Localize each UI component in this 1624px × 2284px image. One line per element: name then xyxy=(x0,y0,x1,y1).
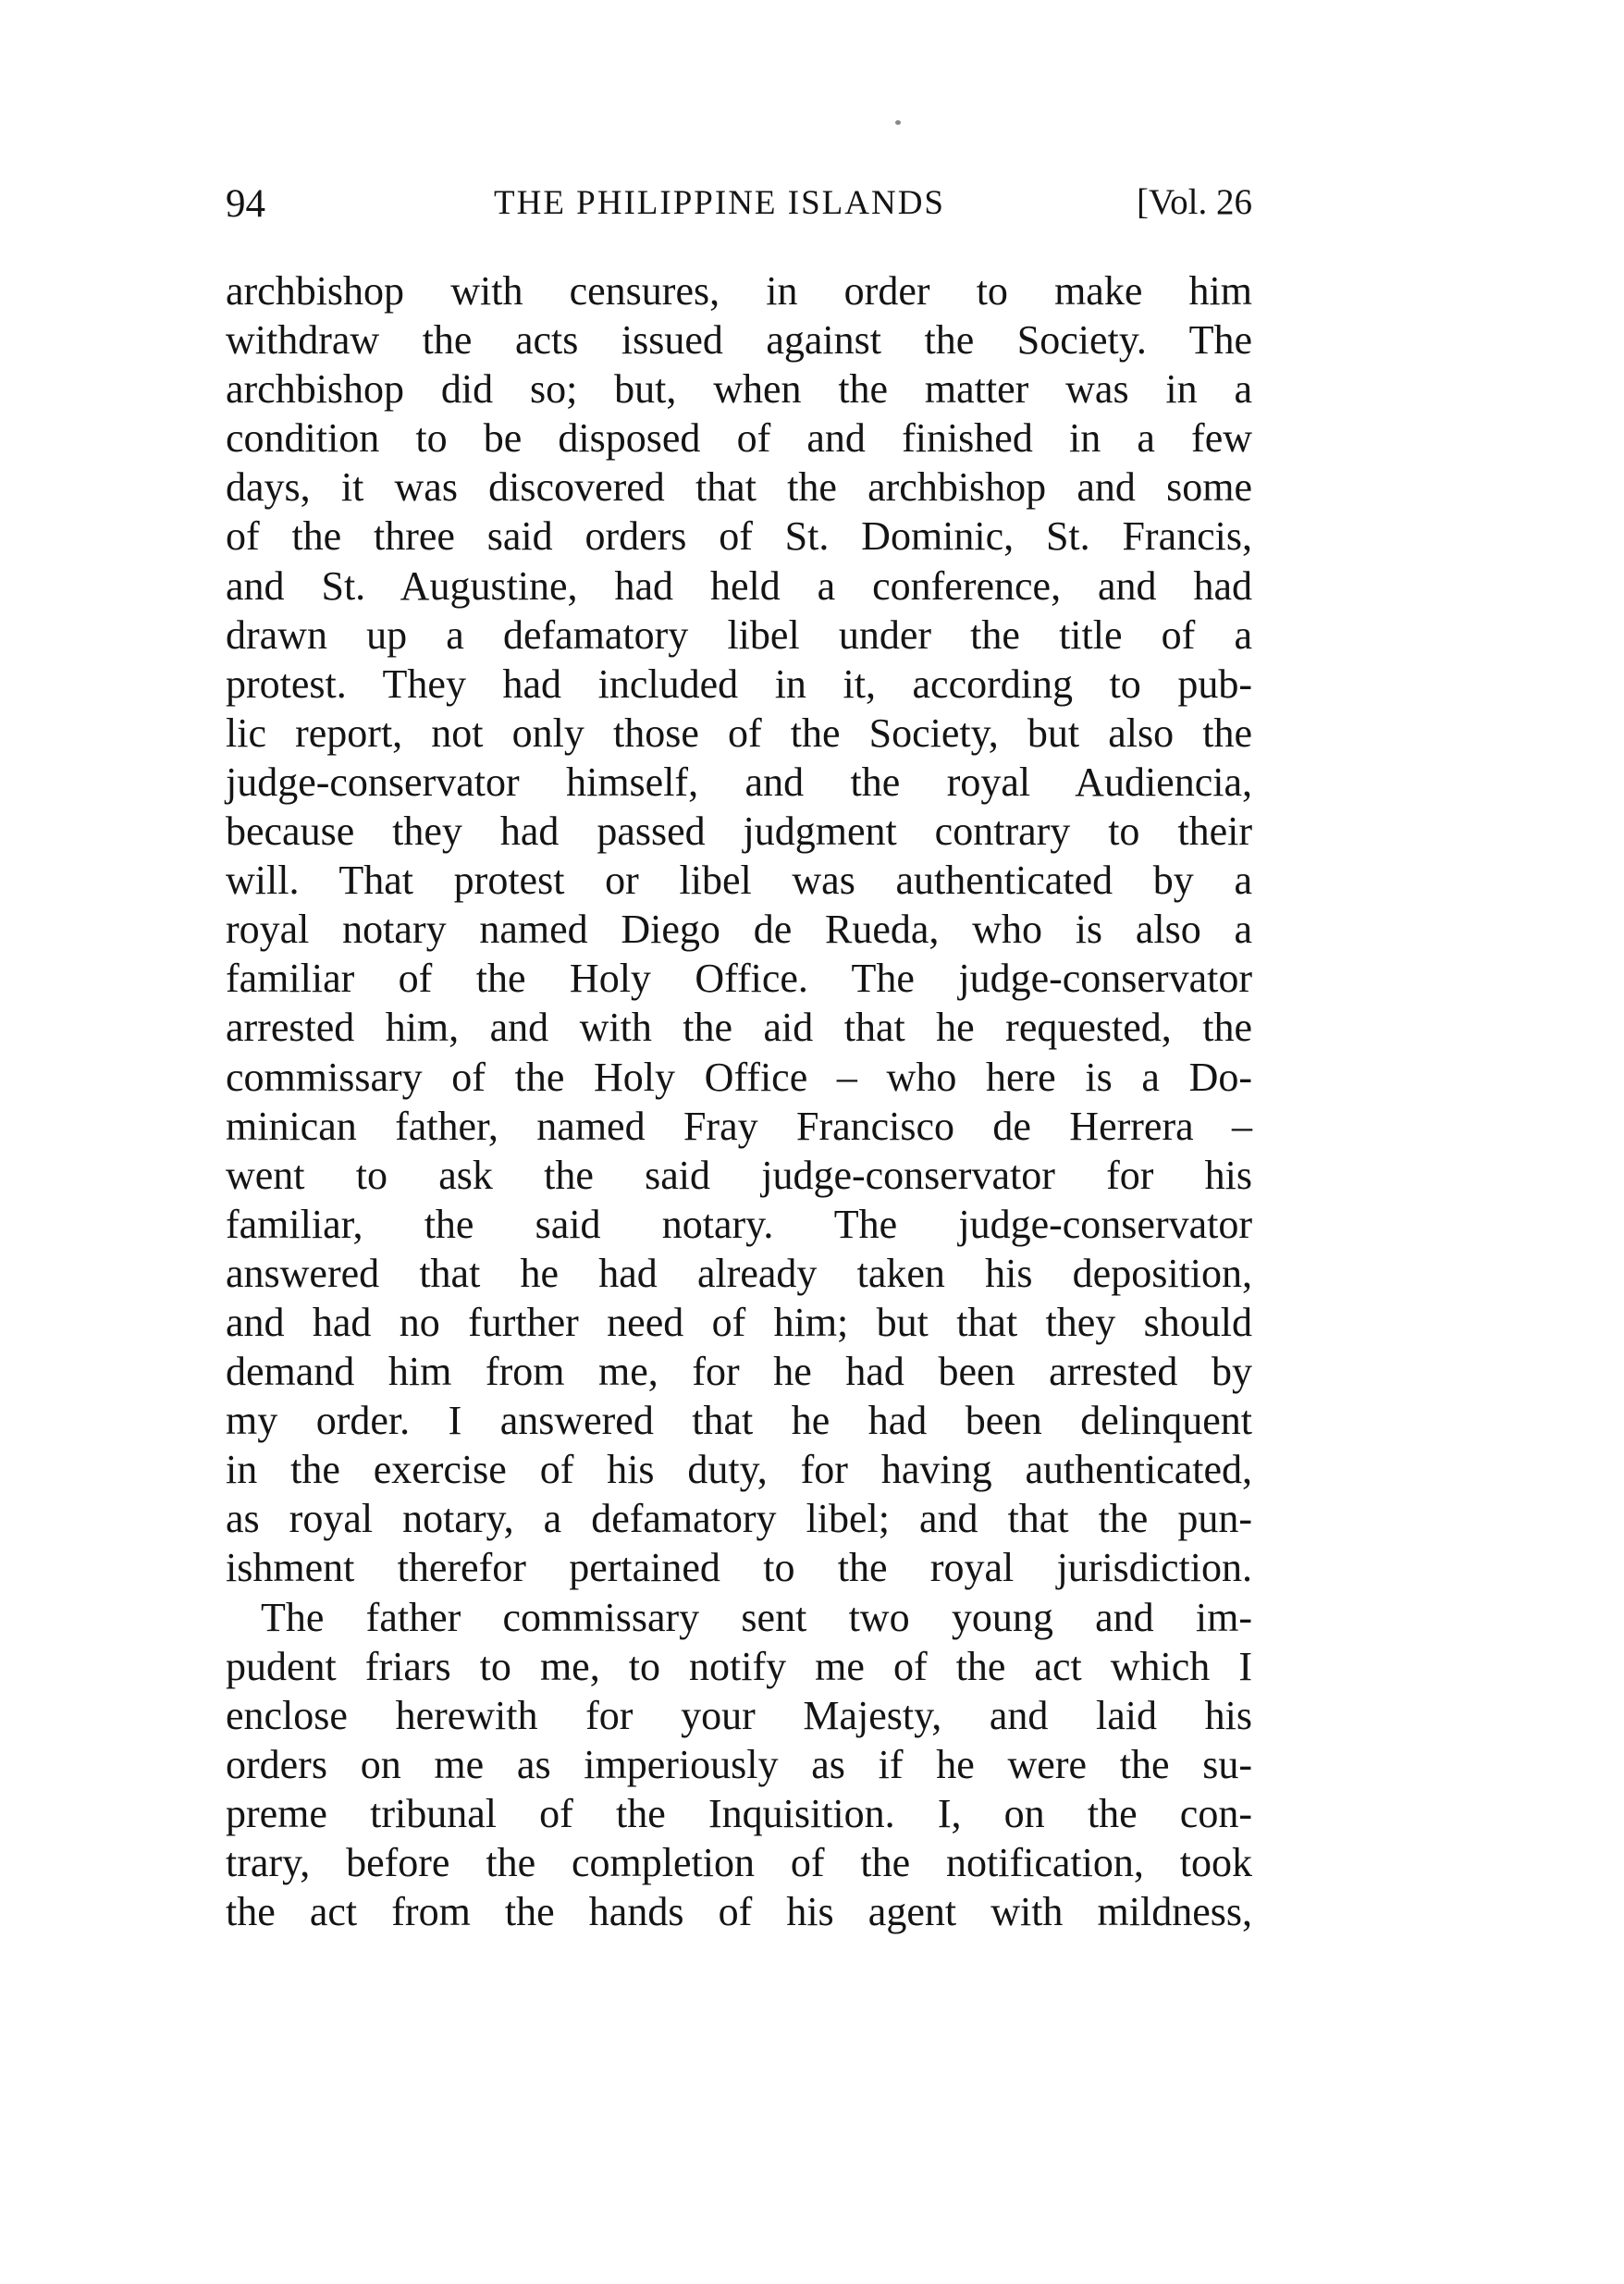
text-line: trary, before the completion of the notification, took xyxy=(226,1840,1252,1885)
body-text xyxy=(226,266,1252,1936)
text-line: minican father, named Fray Francisco de Herrera – xyxy=(226,1103,1252,1149)
text-line: my order. I answered that he had been delinquent xyxy=(226,1398,1252,1444)
text-line: protest. They had included in it, according to pub- xyxy=(226,661,1252,707)
text-line: demand him from me, for he had been arrested by xyxy=(226,1349,1252,1395)
text-line: condition to be disposed of and finished in a few xyxy=(226,415,1252,462)
text-line: royal notary named Diego de Rueda, who is also a xyxy=(226,907,1252,953)
text-line: pudent friars to me, to notify me of the act which I xyxy=(226,1643,1252,1689)
text-line: drawn up a defamatory libel under the title of a xyxy=(226,611,1252,658)
paragraph xyxy=(226,266,1252,1593)
text-line: will. That protest or libel was authenticated by a xyxy=(226,858,1252,904)
scan-speck xyxy=(895,120,901,125)
text-line: judge-conservator himself, and the royal Audiencia, xyxy=(226,759,1252,805)
text-line: went to ask the said judge-conservator for his xyxy=(226,1152,1252,1198)
text-line: familiar of the Holy Office. The judge-conservator xyxy=(226,956,1252,1002)
text-line: archbishop did so; but, when the matter was in a xyxy=(226,366,1252,413)
paragraph xyxy=(226,1593,1252,1937)
text-line: commissary of the Holy Office – who here is a Do- xyxy=(226,1054,1252,1100)
text-line: withdraw the acts issued against the Society. The xyxy=(226,317,1252,364)
text-line: because they had passed judgment contrary to their xyxy=(226,809,1252,855)
text-line: arrested him, and with the aid that he requested, the xyxy=(226,1005,1252,1051)
text-line: archbishop with censures, in order to make him xyxy=(226,268,1252,314)
text-line: answered that he had already taken his deposition, xyxy=(226,1250,1252,1296)
text-line: lic report, not only those of the Society, but also the xyxy=(226,710,1252,756)
book-title: THE PHILIPPINE ISLANDS xyxy=(494,184,945,222)
text-line: enclose herewith for your Majesty, and laid his xyxy=(226,1692,1252,1738)
text-line: preme tribunal of the Inquisition. I, on the con- xyxy=(226,1790,1252,1836)
text-line: and had no further need of him; but that they should xyxy=(226,1299,1252,1345)
running-head xyxy=(226,181,1252,237)
text-line: in the exercise of his duty, for having authenticated, xyxy=(226,1447,1252,1493)
text-line: as royal notary, a defamatory libel; and that the pun- xyxy=(226,1496,1252,1542)
page-number: 94 xyxy=(226,182,265,226)
text-line: the act from the hands of his agent with mildness, xyxy=(226,1889,1252,1935)
text-line: of the three said orders of St. Dominic, St. Francis, xyxy=(226,513,1252,560)
text-line: orders on me as imperiously as if he were the su- xyxy=(226,1741,1252,1787)
volume-label: [Vol. 26 xyxy=(1137,182,1252,222)
text-line: days, it was discovered that the archbishop and some xyxy=(226,464,1252,511)
text-line: ishment therefor pertained to the royal jurisdiction. xyxy=(226,1545,1252,1591)
text-line: and St. Augustine, had held a conference, and had xyxy=(226,562,1252,609)
text-line: familiar, the said notary. The judge-conservator xyxy=(226,1201,1252,1247)
text-line: The father commissary sent two young and im- xyxy=(261,1594,1252,1640)
